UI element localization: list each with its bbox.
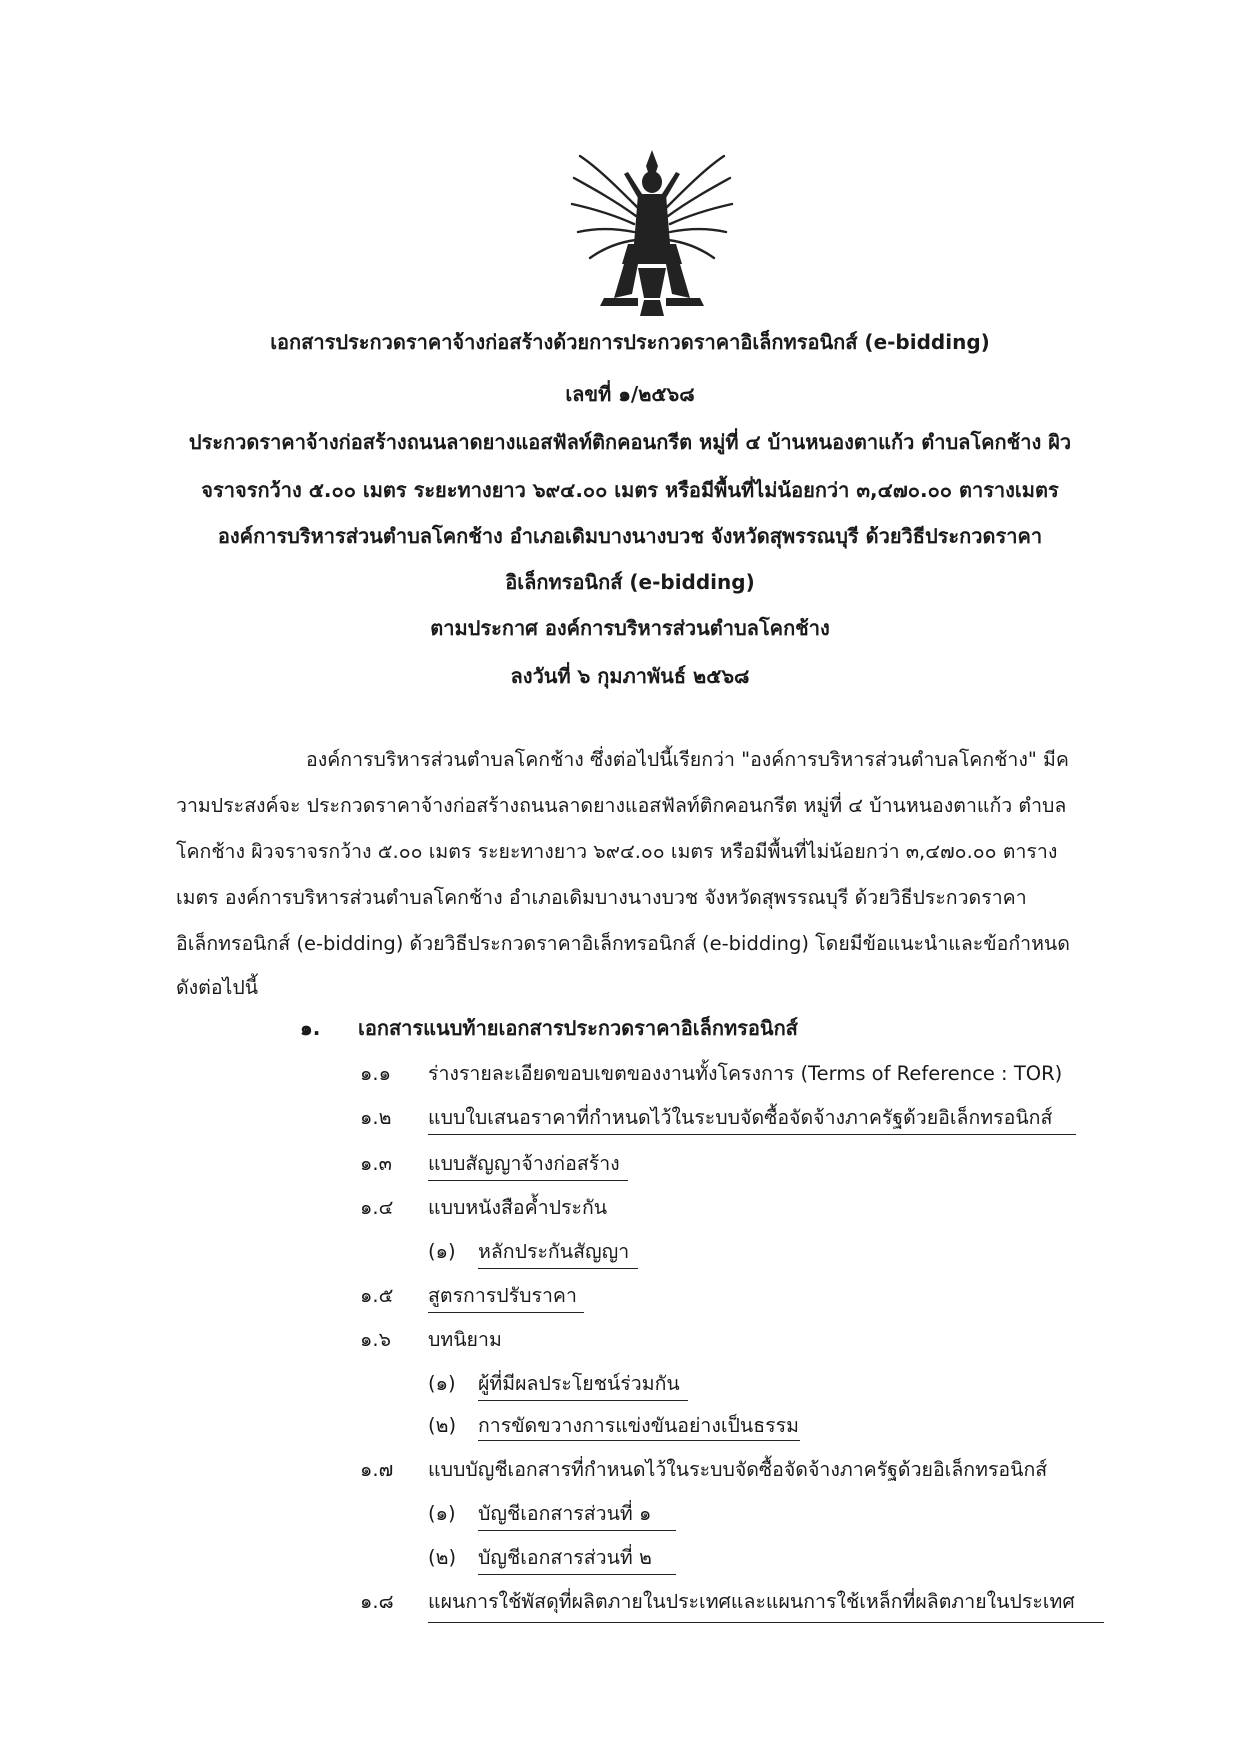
intro-line-5: อิเล็กทรอนิกส์ (e-bidding) ด้วยวิธีประกวดราคาอิเล็กทรอนิกส์ (e-bidding) โดยมีข้อแนะนำและข้อกำหนด [176,932,1070,955]
attachment-guarantee-forms: แบบหนังสือค้ำประกัน [428,1196,608,1219]
sub-item-shared-interest-link[interactable]: ผู้ที่มีผลประโยชน์ร่วมกัน [478,1372,680,1395]
attachment-definitions: บทนิยาม [428,1328,502,1351]
announcement-reference: ตามประกาศ องค์การบริหารส่วนตำบลโคกช้าง [430,616,830,640]
intro-line-3: โคกช้าง ผิวจราจรกว้าง ๕.๐๐ เมตร ระยะทางยาว ๖๙๔.๐๐ เมตร หรือมีพื้นที่ไม่น้อยกว่า ๓,๔๗๐.๐๐ ตาราง [176,840,1058,863]
sub-item-number: (๑) [428,1502,456,1525]
project-title-line-1: ประกวดราคาจ้างก่อสร้างถนนลาดยางแอสฟัลท์ติกคอนกรีต หมู่ที่ ๔ บ้านหนองตาแก้ว ตำบลโคกช้าง ผิว [188,430,1072,454]
garuda-emblem-icon [568,148,736,318]
attachment-number: ๑.๔ [360,1196,394,1219]
sub-item-number: (๒) [428,1546,457,1569]
sub-item-number: (๑) [428,1372,456,1395]
underline-rule [478,1574,676,1575]
intro-line-4: เมตร องค์การบริหารส่วนตำบลโคกช้าง อำเภอเดิมบางนางบวช จังหวัดสุพรรณบุรี ด้วยวิธีประกวดราคา [176,886,1027,909]
attachment-tor: ร่างรายละเอียดขอบเขตของงานทั้งโครงการ (Terms of Reference : TOR) [428,1062,1063,1085]
underline-rule [478,1530,676,1531]
underline-rule [478,1440,800,1441]
document-number: เลขที่ ๑/๒๕๖๘ [565,382,695,406]
attachment-number: ๑.๗ [360,1458,394,1481]
underline-rule [428,1134,1076,1135]
attachment-number: ๑.๕ [360,1284,394,1307]
attachment-number: ๑.๓ [360,1152,392,1175]
attachment-number: ๑.๒ [360,1106,392,1129]
sub-item-number: (๒) [428,1414,457,1437]
intro-line-2: วามประสงค์จะ ประกวดราคาจ้างก่อสร้างถนนลาดยางแอสฟัลท์ติกคอนกรีต หมู่ที่ ๔ บ้านหนองตาแก้ว ตำบล [176,794,1067,817]
attachment-domestic-materials-plan-link[interactable]: แผนการใช้พัสดุที่ผลิตภายในประเทศและแผนการใช้เหล็กที่ผลิตภายในประเทศ [428,1590,1075,1613]
attachment-number: ๑.๑ [360,1062,391,1085]
section-number: ๑. [300,1016,321,1040]
attachment-number: ๑.๘ [360,1590,394,1613]
sub-item-number: (๑) [428,1240,456,1263]
attachment-price-adjustment-link[interactable]: สูตรการปรับราคา [428,1284,577,1307]
sub-item-document-list-part-1-link[interactable]: บัญชีเอกสารส่วนที่ ๑ [478,1502,652,1525]
project-title-line-3: องค์การบริหารส่วนตำบลโคกช้าง อำเภอเดิมบางนางบวช จังหวัดสุพรรณบุรี ด้วยวิธีประกวดราคา [217,524,1043,548]
underline-rule [428,1180,628,1181]
project-title-line-4: อิเล็กทรอนิกส์ (e-bidding) [505,570,755,594]
intro-line-6: ดังต่อไปนี้ [176,976,259,999]
intro-line-1: องค์การบริหารส่วนตำบลโคกช้าง ซึ่งต่อไปนี้เรียกว่า "องค์การบริหารส่วนตำบลโคกช้าง" มีค [306,748,1069,771]
document-title: เอกสารประกวดราคาจ้างก่อสร้างด้วยการประกวดราคาอิเล็กทรอนิกส์ (e-bidding) [270,330,990,354]
underline-rule [428,1622,1104,1623]
attachment-document-list-forms: แบบบัญชีเอกสารที่กำหนดไว้ในระบบจัดซื้อจัดจ้างภาครัฐด้วยอิเล็กทรอนิกส์ [428,1458,1048,1481]
sub-item-contract-security-link[interactable]: หลักประกันสัญญา [478,1240,630,1263]
underline-rule [478,1268,638,1269]
sub-item-document-list-part-2-link[interactable]: บัญชีเอกสารส่วนที่ ๒ [478,1546,652,1569]
section-title: เอกสารแนบท้ายเอกสารประกวดราคาอิเล็กทรอนิกส์ [358,1016,798,1040]
sub-item-fair-competition-link[interactable]: การขัดขวางการแข่งขันอย่างเป็นธรรม [478,1414,799,1437]
attachment-bid-form-link[interactable]: แบบใบเสนอราคาที่กำหนดไว้ในระบบจัดซื้อจัดจ้างภาครัฐด้วยอิเล็กทรอนิกส์ [428,1106,1053,1129]
project-title-line-2: จราจรกว้าง ๕.๐๐ เมตร ระยะทางยาว ๖๙๔.๐๐ เมตร หรือมีพื้นที่ไม่น้อยกว่า ๓,๔๗๐.๐๐ ตารางเมตร [201,478,1059,502]
attachment-contract-link[interactable]: แบบสัญญาจ้างก่อสร้าง [428,1152,620,1175]
underline-rule [478,1400,688,1401]
attachment-number: ๑.๖ [360,1328,391,1351]
underline-rule [428,1312,584,1313]
announcement-date: ลงวันที่ ๖ กุมภาพันธ์ ๒๕๖๘ [510,664,750,688]
